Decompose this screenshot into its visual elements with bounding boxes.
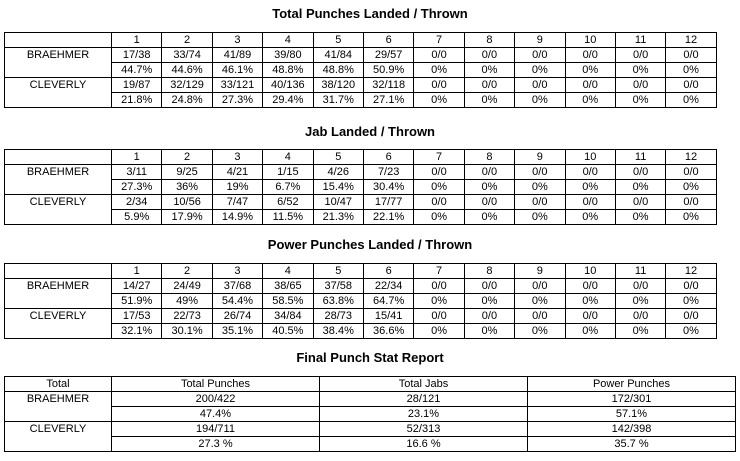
landed-thrown-cell: 0/0 bbox=[565, 78, 615, 93]
round-header-10: 10 bbox=[565, 150, 615, 165]
percentage-cell: 49% bbox=[162, 294, 212, 309]
round-header-3: 3 bbox=[212, 150, 262, 165]
landed-thrown-cell: 17/53 bbox=[112, 309, 162, 324]
percentage-cell: 0% bbox=[615, 294, 665, 309]
final-landed-thrown-cell: 142/398 bbox=[528, 422, 736, 437]
percentage-cell: 0% bbox=[515, 93, 565, 108]
percentage-cell: 0% bbox=[414, 294, 464, 309]
percentage-cell: 29.4% bbox=[263, 93, 313, 108]
round-header-12: 12 bbox=[666, 33, 716, 48]
percentage-cell: 5.9% bbox=[112, 210, 162, 225]
percentage-cell: 0% bbox=[565, 324, 615, 339]
percentage-cell: 0% bbox=[666, 63, 716, 78]
percentage-cell: 36.6% bbox=[363, 324, 413, 339]
table-row bbox=[5, 437, 736, 452]
landed-thrown-cell: 41/84 bbox=[313, 48, 363, 63]
percentage-cell: 22.1% bbox=[363, 210, 413, 225]
landed-thrown-cell: 0/0 bbox=[666, 78, 716, 93]
percentage-cell: 0% bbox=[515, 324, 565, 339]
landed-thrown-cell: 0/0 bbox=[464, 48, 514, 63]
landed-thrown-cell: 0/0 bbox=[464, 165, 514, 180]
percentage-cell: 6.7% bbox=[263, 180, 313, 195]
landed-thrown-cell: 19/87 bbox=[112, 78, 162, 93]
landed-thrown-cell: 0/0 bbox=[666, 309, 716, 324]
percentage-cell: 0% bbox=[666, 210, 716, 225]
round-header-5: 5 bbox=[313, 264, 363, 279]
round-header-5: 5 bbox=[313, 150, 363, 165]
fighter-name-braehmer: BRAEHMER bbox=[5, 165, 112, 195]
landed-thrown-cell: 10/47 bbox=[313, 195, 363, 210]
blank-header-cell bbox=[5, 33, 112, 48]
round-header-11: 11 bbox=[615, 33, 665, 48]
round-header-1: 1 bbox=[112, 33, 162, 48]
landed-thrown-cell: 0/0 bbox=[666, 165, 716, 180]
percentage-cell: 27.1% bbox=[363, 93, 413, 108]
landed-thrown-cell: 0/0 bbox=[515, 48, 565, 63]
percentage-cell: 27.3% bbox=[112, 180, 162, 195]
fighter-name-cleverly: CLEVERLY bbox=[5, 78, 112, 108]
percentage-cell: 48.8% bbox=[263, 63, 313, 78]
section-title-final-report: Final Punch Stat Report bbox=[296, 350, 444, 365]
table-row bbox=[5, 210, 717, 225]
landed-thrown-cell: 32/129 bbox=[162, 78, 212, 93]
fighter-name-cleverly: CLEVERLY bbox=[5, 195, 112, 225]
round-header-3: 3 bbox=[212, 264, 262, 279]
round-header-4: 4 bbox=[263, 33, 313, 48]
percentage-cell: 0% bbox=[565, 93, 615, 108]
percentage-cell: 0% bbox=[464, 180, 514, 195]
landed-thrown-cell: 38/120 bbox=[313, 78, 363, 93]
percentage-cell: 50.9% bbox=[363, 63, 413, 78]
final-header-cell: Total Punches bbox=[112, 377, 320, 392]
percentage-cell: 31.7% bbox=[313, 93, 363, 108]
round-header-6: 6 bbox=[363, 264, 413, 279]
landed-thrown-cell: 39/80 bbox=[263, 48, 313, 63]
percentage-cell: 0% bbox=[414, 180, 464, 195]
table-row bbox=[5, 392, 736, 407]
header-row bbox=[5, 150, 717, 165]
landed-thrown-cell: 0/0 bbox=[515, 309, 565, 324]
fighter-name-braehmer: BRAEHMER bbox=[5, 279, 112, 309]
landed-thrown-cell: 37/58 bbox=[313, 279, 363, 294]
landed-thrown-cell: 0/0 bbox=[414, 165, 464, 180]
percentage-cell: 32.1% bbox=[112, 324, 162, 339]
final-landed-thrown-cell: 200/422 bbox=[112, 392, 320, 407]
round-header-3: 3 bbox=[212, 33, 262, 48]
landed-thrown-cell: 34/84 bbox=[263, 309, 313, 324]
landed-thrown-cell: 0/0 bbox=[414, 78, 464, 93]
landed-thrown-cell: 0/0 bbox=[666, 48, 716, 63]
landed-thrown-cell: 0/0 bbox=[615, 48, 665, 63]
final-header-cell: Total bbox=[5, 377, 112, 392]
table-row bbox=[5, 407, 736, 422]
percentage-cell: 0% bbox=[615, 324, 665, 339]
final-landed-thrown-cell: 28/121 bbox=[320, 392, 528, 407]
round-header-5: 5 bbox=[313, 33, 363, 48]
round-header-4: 4 bbox=[263, 264, 313, 279]
landed-thrown-cell: 22/73 bbox=[162, 309, 212, 324]
percentage-cell: 0% bbox=[666, 294, 716, 309]
percentage-cell: 17.9% bbox=[162, 210, 212, 225]
round-header-6: 6 bbox=[363, 150, 413, 165]
final-percentage-cell: 35.7 % bbox=[528, 437, 736, 452]
landed-thrown-cell: 9/25 bbox=[162, 165, 212, 180]
percentage-cell: 0% bbox=[615, 93, 665, 108]
landed-thrown-cell: 0/0 bbox=[515, 165, 565, 180]
landed-thrown-cell: 29/57 bbox=[363, 48, 413, 63]
final-percentage-cell: 57.1% bbox=[528, 407, 736, 422]
percentage-cell: 0% bbox=[414, 63, 464, 78]
landed-thrown-cell: 0/0 bbox=[565, 309, 615, 324]
landed-thrown-cell: 0/0 bbox=[464, 309, 514, 324]
percentage-cell: 0% bbox=[615, 210, 665, 225]
round-header-2: 2 bbox=[162, 264, 212, 279]
final-percentage-cell: 27.3 % bbox=[112, 437, 320, 452]
landed-thrown-cell: 0/0 bbox=[515, 195, 565, 210]
percentage-cell: 44.6% bbox=[162, 63, 212, 78]
landed-thrown-cell: 17/77 bbox=[363, 195, 413, 210]
final-report-table bbox=[4, 376, 736, 452]
landed-thrown-cell: 41/89 bbox=[212, 48, 262, 63]
landed-thrown-cell: 6/52 bbox=[263, 195, 313, 210]
table-row bbox=[5, 294, 717, 309]
round-header-11: 11 bbox=[615, 150, 665, 165]
percentage-cell: 14.9% bbox=[212, 210, 262, 225]
final-percentage-cell: 47.4% bbox=[112, 407, 320, 422]
percentage-cell: 40.5% bbox=[263, 324, 313, 339]
percentage-cell: 27.3% bbox=[212, 93, 262, 108]
landed-thrown-cell: 0/0 bbox=[565, 48, 615, 63]
table-row bbox=[5, 180, 717, 195]
landed-thrown-cell: 0/0 bbox=[565, 195, 615, 210]
table-row bbox=[5, 422, 736, 437]
percentage-cell: 44.7% bbox=[112, 63, 162, 78]
table-row bbox=[5, 78, 717, 93]
table-row bbox=[5, 63, 717, 78]
round-header-6: 6 bbox=[363, 33, 413, 48]
round-header-7: 7 bbox=[414, 33, 464, 48]
percentage-cell: 0% bbox=[464, 210, 514, 225]
section-title-total-punches: Total Punches Landed / Thrown bbox=[272, 6, 468, 21]
percentage-cell: 0% bbox=[414, 324, 464, 339]
percentage-cell: 0% bbox=[615, 63, 665, 78]
power-punches-table bbox=[4, 263, 717, 339]
landed-thrown-cell: 3/11 bbox=[112, 165, 162, 180]
landed-thrown-cell: 28/73 bbox=[313, 309, 363, 324]
final-landed-thrown-cell: 52/313 bbox=[320, 422, 528, 437]
landed-thrown-cell: 33/74 bbox=[162, 48, 212, 63]
landed-thrown-cell: 0/0 bbox=[515, 279, 565, 294]
final-header-cell: Total Jabs bbox=[320, 377, 528, 392]
percentage-cell: 0% bbox=[414, 210, 464, 225]
percentage-cell: 19% bbox=[212, 180, 262, 195]
percentage-cell: 0% bbox=[464, 294, 514, 309]
percentage-cell: 64.7% bbox=[363, 294, 413, 309]
table-row bbox=[5, 324, 717, 339]
landed-thrown-cell: 10/56 bbox=[162, 195, 212, 210]
final-fighter-name-cleverly: CLEVERLY bbox=[5, 422, 112, 452]
landed-thrown-cell: 1/15 bbox=[263, 165, 313, 180]
round-header-7: 7 bbox=[414, 264, 464, 279]
table-row bbox=[5, 195, 717, 210]
percentage-cell: 46.1% bbox=[212, 63, 262, 78]
round-header-10: 10 bbox=[565, 33, 615, 48]
percentage-cell: 21.8% bbox=[112, 93, 162, 108]
header-row bbox=[5, 377, 736, 392]
percentage-cell: 0% bbox=[464, 93, 514, 108]
table-row bbox=[5, 48, 717, 63]
percentage-cell: 54.4% bbox=[212, 294, 262, 309]
round-header-7: 7 bbox=[414, 150, 464, 165]
landed-thrown-cell: 0/0 bbox=[615, 195, 665, 210]
percentage-cell: 36% bbox=[162, 180, 212, 195]
landed-thrown-cell: 0/0 bbox=[565, 165, 615, 180]
landed-thrown-cell: 4/21 bbox=[212, 165, 262, 180]
round-header-9: 9 bbox=[515, 264, 565, 279]
round-header-2: 2 bbox=[162, 150, 212, 165]
percentage-cell: 0% bbox=[666, 324, 716, 339]
table-row bbox=[5, 279, 717, 294]
landed-thrown-cell: 32/118 bbox=[363, 78, 413, 93]
table-row bbox=[5, 93, 717, 108]
total-punches-table bbox=[4, 32, 717, 108]
landed-thrown-cell: 2/34 bbox=[112, 195, 162, 210]
round-header-12: 12 bbox=[666, 264, 716, 279]
percentage-cell: 51.9% bbox=[112, 294, 162, 309]
round-header-10: 10 bbox=[565, 264, 615, 279]
percentage-cell: 0% bbox=[414, 93, 464, 108]
landed-thrown-cell: 0/0 bbox=[414, 48, 464, 63]
round-header-9: 9 bbox=[515, 33, 565, 48]
table-row bbox=[5, 165, 717, 180]
landed-thrown-cell: 0/0 bbox=[615, 309, 665, 324]
landed-thrown-cell: 7/47 bbox=[212, 195, 262, 210]
round-header-2: 2 bbox=[162, 33, 212, 48]
blank-header-cell bbox=[5, 264, 112, 279]
percentage-cell: 0% bbox=[565, 294, 615, 309]
landed-thrown-cell: 7/23 bbox=[363, 165, 413, 180]
round-header-8: 8 bbox=[464, 264, 514, 279]
landed-thrown-cell: 17/38 bbox=[112, 48, 162, 63]
percentage-cell: 0% bbox=[565, 210, 615, 225]
final-header-cell: Power Punches bbox=[528, 377, 736, 392]
final-landed-thrown-cell: 172/301 bbox=[528, 392, 736, 407]
percentage-cell: 15.4% bbox=[313, 180, 363, 195]
landed-thrown-cell: 24/49 bbox=[162, 279, 212, 294]
round-header-1: 1 bbox=[112, 264, 162, 279]
landed-thrown-cell: 4/26 bbox=[313, 165, 363, 180]
round-header-9: 9 bbox=[515, 150, 565, 165]
percentage-cell: 0% bbox=[666, 93, 716, 108]
landed-thrown-cell: 0/0 bbox=[615, 165, 665, 180]
landed-thrown-cell: 0/0 bbox=[464, 78, 514, 93]
landed-thrown-cell: 0/0 bbox=[414, 279, 464, 294]
percentage-cell: 63.8% bbox=[313, 294, 363, 309]
percentage-cell: 0% bbox=[565, 63, 615, 78]
percentage-cell: 0% bbox=[515, 180, 565, 195]
landed-thrown-cell: 0/0 bbox=[615, 78, 665, 93]
percentage-cell: 30.1% bbox=[162, 324, 212, 339]
percentage-cell: 24.8% bbox=[162, 93, 212, 108]
section-title-jab: Jab Landed / Thrown bbox=[304, 124, 435, 139]
percentage-cell: 0% bbox=[515, 63, 565, 78]
percentage-cell: 0% bbox=[464, 324, 514, 339]
percentage-cell: 11.5% bbox=[263, 210, 313, 225]
percentage-cell: 48.8% bbox=[313, 63, 363, 78]
landed-thrown-cell: 0/0 bbox=[464, 279, 514, 294]
round-header-12: 12 bbox=[666, 150, 716, 165]
final-percentage-cell: 16.6 % bbox=[320, 437, 528, 452]
header-row bbox=[5, 264, 717, 279]
percentage-cell: 0% bbox=[515, 294, 565, 309]
round-header-11: 11 bbox=[615, 264, 665, 279]
section-title-power-punches: Power Punches Landed / Thrown bbox=[267, 237, 473, 252]
landed-thrown-cell: 15/41 bbox=[363, 309, 413, 324]
percentage-cell: 0% bbox=[565, 180, 615, 195]
table-row bbox=[5, 309, 717, 324]
final-percentage-cell: 23.1% bbox=[320, 407, 528, 422]
round-header-1: 1 bbox=[112, 150, 162, 165]
percentage-cell: 0% bbox=[515, 210, 565, 225]
final-landed-thrown-cell: 194/711 bbox=[112, 422, 320, 437]
percentage-cell: 35.1% bbox=[212, 324, 262, 339]
fighter-name-cleverly: CLEVERLY bbox=[5, 309, 112, 339]
landed-thrown-cell: 33/121 bbox=[212, 78, 262, 93]
landed-thrown-cell: 0/0 bbox=[666, 279, 716, 294]
landed-thrown-cell: 0/0 bbox=[414, 309, 464, 324]
percentage-cell: 0% bbox=[464, 63, 514, 78]
landed-thrown-cell: 38/65 bbox=[263, 279, 313, 294]
percentage-cell: 38.4% bbox=[313, 324, 363, 339]
landed-thrown-cell: 14/27 bbox=[112, 279, 162, 294]
percentage-cell: 21.3% bbox=[313, 210, 363, 225]
landed-thrown-cell: 0/0 bbox=[565, 279, 615, 294]
percentage-cell: 0% bbox=[615, 180, 665, 195]
final-fighter-name-braehmer: BRAEHMER bbox=[5, 392, 112, 422]
blank-header-cell bbox=[5, 150, 112, 165]
round-header-8: 8 bbox=[464, 33, 514, 48]
landed-thrown-cell: 22/34 bbox=[363, 279, 413, 294]
percentage-cell: 30.4% bbox=[363, 180, 413, 195]
landed-thrown-cell: 40/136 bbox=[263, 78, 313, 93]
header-row bbox=[5, 33, 717, 48]
percentage-cell: 58.5% bbox=[263, 294, 313, 309]
jab-table bbox=[4, 149, 717, 225]
landed-thrown-cell: 26/74 bbox=[212, 309, 262, 324]
fighter-name-braehmer: BRAEHMER bbox=[5, 48, 112, 78]
percentage-cell: 0% bbox=[666, 180, 716, 195]
round-header-8: 8 bbox=[464, 150, 514, 165]
landed-thrown-cell: 0/0 bbox=[464, 195, 514, 210]
round-header-4: 4 bbox=[263, 150, 313, 165]
landed-thrown-cell: 37/68 bbox=[212, 279, 262, 294]
landed-thrown-cell: 0/0 bbox=[515, 78, 565, 93]
landed-thrown-cell: 0/0 bbox=[615, 279, 665, 294]
landed-thrown-cell: 0/0 bbox=[666, 195, 716, 210]
landed-thrown-cell: 0/0 bbox=[414, 195, 464, 210]
